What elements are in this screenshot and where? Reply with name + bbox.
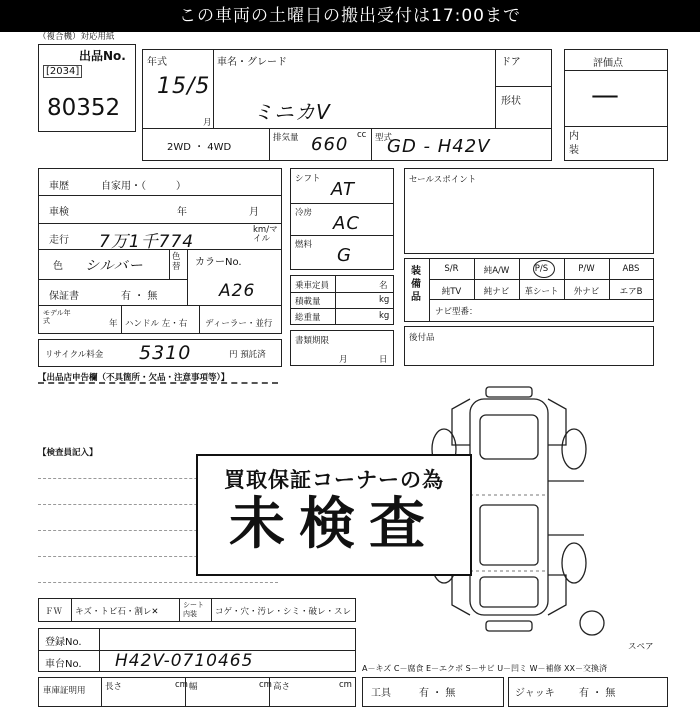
displacement-value: 660	[311, 134, 349, 155]
saturday-pickup-banner: この車両の土曜日の搬出受付は17:00まで	[0, 0, 700, 32]
displacement-label: 排気量	[273, 133, 299, 143]
capacity-box: 乗車定員 名 積載量 kg 総重量 kg	[290, 275, 394, 325]
warranty-label: 保証書	[49, 291, 79, 302]
car-name-label: 車名・グレード	[217, 57, 287, 68]
garage-cert-box: 車庫証明用 長さ cm 幅 cm 高さ cm	[38, 677, 356, 707]
model-label: 型式	[375, 133, 393, 143]
score-label: 評価点	[593, 58, 623, 69]
history-label: 車歴	[49, 181, 69, 192]
score-box	[564, 49, 668, 161]
tools-box: 工具 有 ・ 無	[362, 677, 504, 707]
seat-text: コゲ・穴・汚レ・シミ・破レ・スレ	[215, 607, 352, 617]
registration-label: 登録No.	[45, 637, 82, 648]
equipment-label: 装備品	[411, 266, 421, 303]
not-inspected-stamp	[196, 454, 472, 576]
equipment-box: 装備品 S/R 純A/W P/S P/W ABS 純TV 純ナビ 革シート 外ナビ エアB ナビ型番：	[404, 258, 654, 322]
recycle-value: 5310	[139, 342, 192, 364]
fw-box: ＦＷ キズ・トビ石・割レ✕ シート内装 コゲ・穴・汚レ・シミ・破レ・スレ	[38, 598, 356, 622]
car-name-value: ミニカV	[253, 100, 331, 124]
navi-model-label: ナビ型番：	[435, 307, 478, 317]
lot-code: [2034]	[43, 65, 82, 78]
sales-points-box	[404, 168, 654, 254]
color-label: 色	[53, 261, 63, 272]
recycle-box: リサイクル料金 5310 円 預託済	[38, 339, 282, 367]
sales-points-label: セールスポイント	[409, 175, 477, 185]
lot-label: 出品No.	[79, 49, 126, 63]
shape-label: 形状	[501, 96, 521, 107]
lot-number: 80352	[47, 95, 121, 121]
inspection-label: 車検	[49, 207, 69, 218]
jack-box: ジャッキ 有 ・ 無	[508, 677, 668, 707]
retrofit-label: 後付品	[409, 333, 435, 343]
spare-tire-circle	[580, 611, 604, 635]
retrofit-box	[404, 326, 654, 366]
color-value: シルバー	[85, 258, 144, 274]
vehicle-header-box: 年式 15/5 月 車名・グレード ミニカV ドア 形状 2WD ・ 4WD 排気量 660 cc 型式 GD - H42V	[142, 49, 552, 161]
stamp-line1: 買取保証コーナーの為	[224, 468, 444, 492]
chassis-value: H42V-0710465	[115, 651, 254, 671]
handle-option: ハンドル 左・右	[125, 319, 188, 329]
door-label: ドア	[501, 57, 521, 68]
model-value: GD - H42V	[387, 136, 491, 157]
dealer-option: ディーラー・並行	[205, 319, 273, 329]
registration-box	[38, 628, 356, 672]
interior-label: 内装	[569, 131, 579, 156]
fuel-value: G	[337, 245, 352, 266]
seller-notes-label: 【出品店申告欄（不具箇所・欠品・注意事項等）】	[38, 373, 230, 383]
mileage-value: 7万1千774	[99, 232, 195, 252]
color-code-label: カラーNo.	[195, 257, 242, 268]
recycle-label: リサイクル料金	[45, 350, 104, 360]
fw-text: キズ・トビ石・割レ✕	[75, 607, 159, 617]
drive-type: 2WD ・ 4WD	[167, 142, 232, 153]
stamp-line2: 未検査	[229, 492, 439, 557]
shift-value: AT	[331, 179, 355, 200]
model-year-label: モデル年式	[43, 309, 71, 325]
ps-circle-mark	[533, 260, 555, 278]
form-note: （複合機）対応用紙	[38, 32, 115, 42]
fw-label: ＦＷ	[45, 607, 63, 617]
damage-legend: A－キズ C－腐食 E－エクボ S－サビ U－凹ミ W－補修 XX－交換済	[362, 664, 608, 673]
spare-label: スペア	[628, 642, 654, 652]
year-value: 15/5	[157, 74, 211, 99]
details-box: 車歴 自家用・（ ） 車検 年 月 走行 7万1千774 km/マイル 色 シルバー 色替 カラーNo. 保証書 有 ・ 無 A26 モデル年式 年 ハンドル 左・右 ディーラー・並行	[38, 168, 282, 334]
chassis-label: 車台No.	[45, 659, 82, 670]
year-label: 年式	[147, 57, 167, 68]
car-body-outline	[470, 399, 548, 615]
mileage-label: 走行	[49, 235, 69, 246]
warranty-value: 有 ・ 無	[121, 291, 158, 302]
color-code-value: A26	[219, 281, 256, 301]
lot-box	[38, 44, 136, 132]
doc-period-box: 書類期限 月 日	[290, 330, 394, 366]
ac-value: AC	[333, 213, 360, 234]
inspector-label: 【検査員記入】	[38, 448, 98, 458]
score-value: —	[591, 78, 619, 111]
history-value: 自家用・（ ）	[101, 181, 186, 192]
spec-box: シフト AT 冷房 AC 燃料 G	[290, 168, 394, 270]
